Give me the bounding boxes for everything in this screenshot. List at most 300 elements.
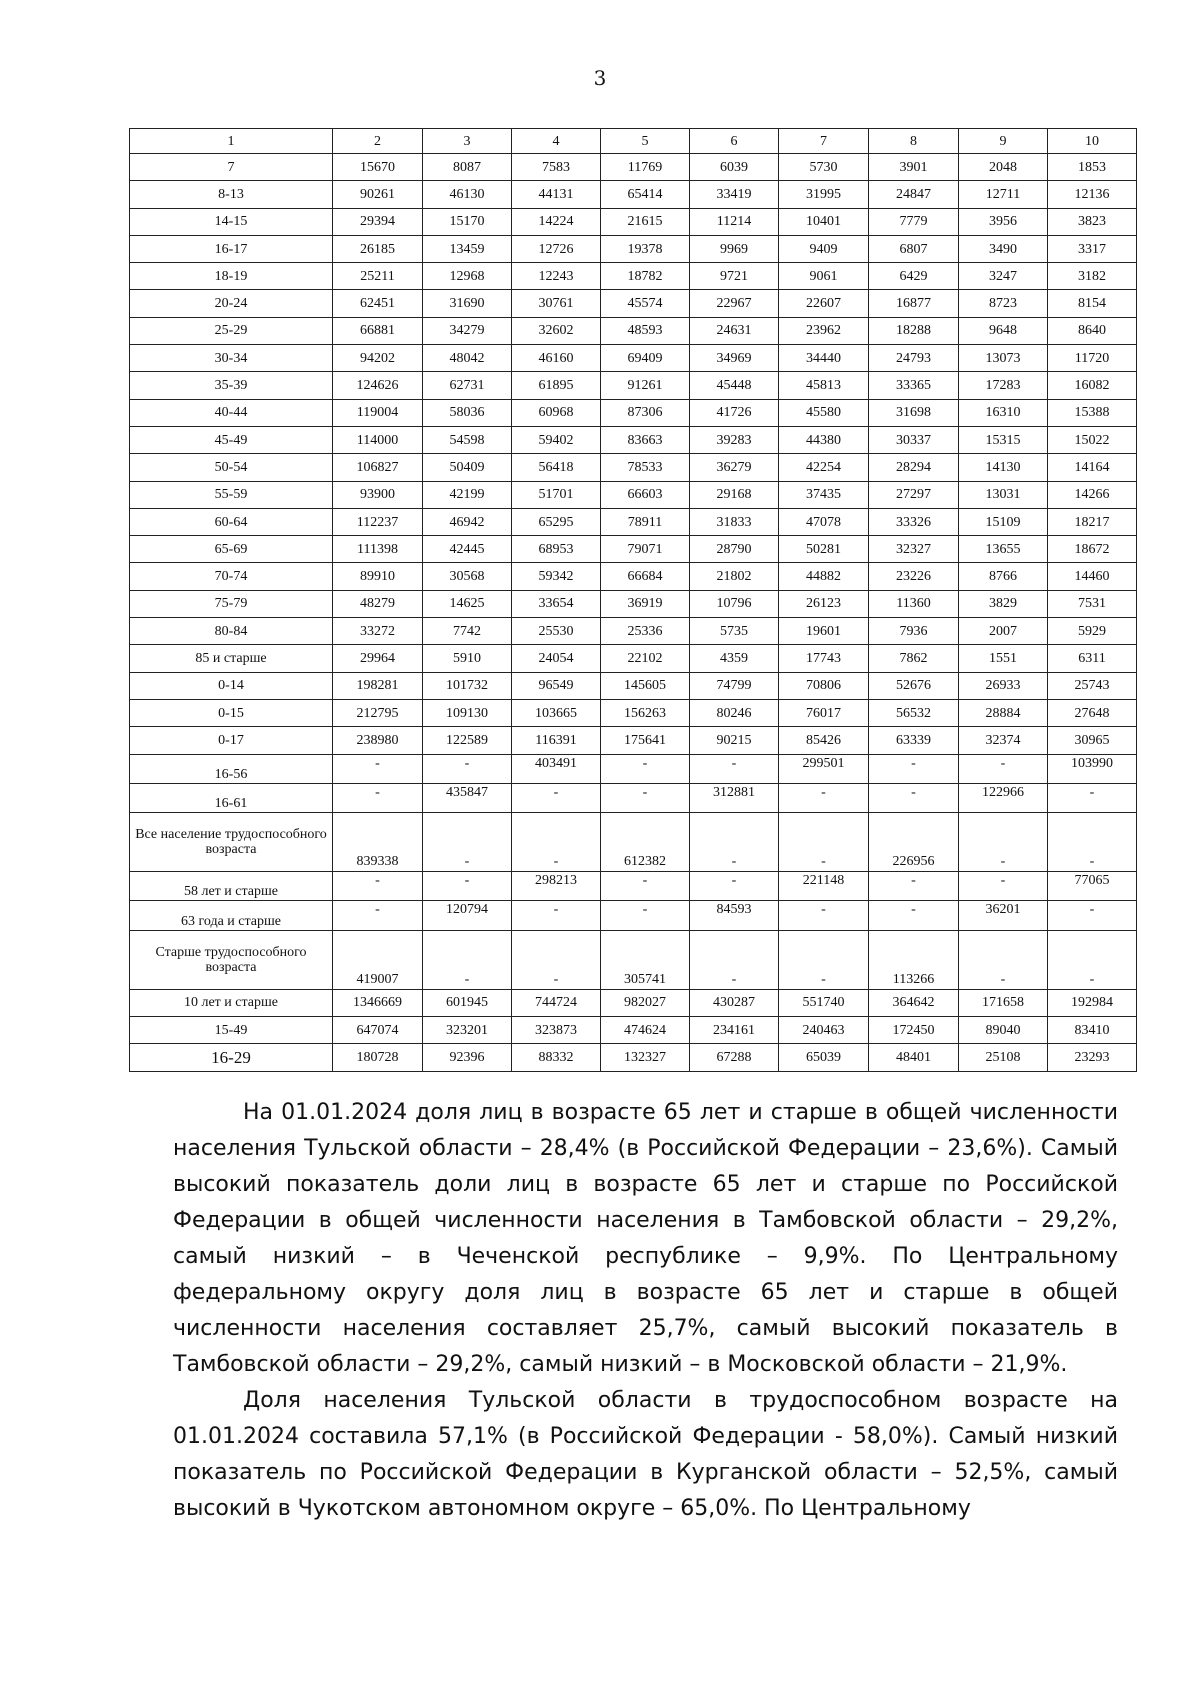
row-label: 45-49	[130, 426, 333, 453]
table-cell: 90261	[333, 181, 423, 208]
table-cell: 298213	[512, 872, 601, 901]
table-cell: -	[333, 754, 423, 783]
table-cell: 27648	[1048, 699, 1137, 726]
table-cell: 22967	[690, 290, 779, 317]
table-cell: 2048	[959, 154, 1048, 181]
table-cell: 24054	[512, 645, 601, 672]
table-cell: 83410	[1048, 1017, 1137, 1044]
table-cell: 116391	[512, 727, 601, 754]
row-label: 80-84	[130, 618, 333, 645]
table-row	[130, 263, 1137, 290]
table-cell: 13459	[423, 235, 512, 262]
table-cell: 982027	[601, 989, 690, 1016]
table-cell: 3829	[959, 590, 1048, 617]
table-cell: -	[512, 930, 601, 989]
table-cell: 3317	[1048, 235, 1137, 262]
table-cell: 744724	[512, 989, 601, 1016]
row-label: 16-29	[130, 1044, 333, 1071]
table-cell: 48593	[601, 317, 690, 344]
row-label: Старше трудоспособного возраста	[130, 930, 333, 989]
table-cell: 29964	[333, 645, 423, 672]
table-cell: -	[333, 783, 423, 812]
table-cell: 9061	[779, 263, 869, 290]
table-cell: 238980	[333, 727, 423, 754]
table-cell: 11769	[601, 154, 690, 181]
table-cell: 14164	[1048, 454, 1137, 481]
table-cell: 24847	[869, 181, 959, 208]
table-cell: 323873	[512, 1017, 601, 1044]
table-cell: 364642	[869, 989, 959, 1016]
table-row	[130, 536, 1137, 563]
table-row	[130, 699, 1137, 726]
table-row	[130, 590, 1137, 617]
table-cell: 15022	[1048, 426, 1137, 453]
table-cell: 23962	[779, 317, 869, 344]
table-cell: 114000	[333, 426, 423, 453]
table-row	[130, 930, 1137, 989]
table-cell: 113266	[869, 930, 959, 989]
table-cell: 16877	[869, 290, 959, 317]
table-cell: 34969	[690, 345, 779, 372]
table-cell: 7862	[869, 645, 959, 672]
table-cell: 37435	[779, 481, 869, 508]
table-cell: 45580	[779, 399, 869, 426]
table-cell: 44380	[779, 426, 869, 453]
table-cell: 551740	[779, 989, 869, 1016]
table-cell: 31690	[423, 290, 512, 317]
table-cell: 11214	[690, 208, 779, 235]
table-cell: 2007	[959, 618, 1048, 645]
table-cell: 16082	[1048, 372, 1137, 399]
table-cell: 77065	[1048, 872, 1137, 901]
table-cell: 312881	[690, 783, 779, 812]
table-cell: 7779	[869, 208, 959, 235]
table-cell: 90215	[690, 727, 779, 754]
table-cell: 8087	[423, 154, 512, 181]
table-cell: 26123	[779, 590, 869, 617]
table-cell: 36279	[690, 454, 779, 481]
row-label: 63 года и старше	[130, 901, 333, 930]
table-cell: 87306	[601, 399, 690, 426]
table-cell: 14130	[959, 454, 1048, 481]
population-table	[129, 128, 1137, 1072]
row-label: 16-17	[130, 235, 333, 262]
table-cell: 88332	[512, 1044, 601, 1071]
table-cell: -	[959, 754, 1048, 783]
table-row	[130, 181, 1137, 208]
table-row	[130, 426, 1137, 453]
table-cell: 111398	[333, 536, 423, 563]
table-cell: -	[512, 813, 601, 872]
table-cell: 13073	[959, 345, 1048, 372]
table-cell: 3247	[959, 263, 1048, 290]
table-cell: 9969	[690, 235, 779, 262]
table-cell: 48279	[333, 590, 423, 617]
table-cell: 96549	[512, 672, 601, 699]
table-cell: 31698	[869, 399, 959, 426]
row-label: 20-24	[130, 290, 333, 317]
table-cell: 89040	[959, 1017, 1048, 1044]
table-cell: 17743	[779, 645, 869, 672]
table-row	[130, 454, 1137, 481]
table-cell: 41726	[690, 399, 779, 426]
table-cell: 93900	[333, 481, 423, 508]
table-row	[130, 508, 1137, 535]
table-cell: 48042	[423, 345, 512, 372]
table-cell: 647074	[333, 1017, 423, 1044]
paragraph: Доля населения Тульской области в трудоспособном возрасте на 01.01.2024 составила 57,1% (в Российской Федерации - 58,0%). Самый низкий показатель по Российской Федерации в Курганской области – 52,5%, самый высокий в Чукотском автономном округе – 65,0%. По Центральному	[173, 1388, 1118, 1521]
table-cell: 94202	[333, 345, 423, 372]
table-cell: 601945	[423, 989, 512, 1016]
table-cell: 66603	[601, 481, 690, 508]
table-cell: 47078	[779, 508, 869, 535]
table-cell: 7531	[1048, 590, 1137, 617]
table-cell: 18217	[1048, 508, 1137, 535]
table-cell: 3182	[1048, 263, 1137, 290]
table-cell: 30337	[869, 426, 959, 453]
table-cell: 42199	[423, 481, 512, 508]
row-label: 85 и старше	[130, 645, 333, 672]
row-label: 30-34	[130, 345, 333, 372]
table-cell: 112237	[333, 508, 423, 535]
table-cell: 9409	[779, 235, 869, 262]
table-cell: -	[869, 872, 959, 901]
row-label: 75-79	[130, 590, 333, 617]
table-cell: 4	[512, 129, 601, 154]
table-cell: 52676	[869, 672, 959, 699]
table-cell: 45813	[779, 372, 869, 399]
table-row	[130, 481, 1137, 508]
table-cell: 32374	[959, 727, 1048, 754]
table-cell: 103665	[512, 699, 601, 726]
table-cell: -	[869, 783, 959, 812]
row-label: 60-64	[130, 508, 333, 535]
table-cell: -	[690, 754, 779, 783]
table-cell: 65039	[779, 1044, 869, 1071]
table-cell: 122966	[959, 783, 1048, 812]
table-cell: 29394	[333, 208, 423, 235]
table-cell: 33326	[869, 508, 959, 535]
row-label: 40-44	[130, 399, 333, 426]
table-cell: 15170	[423, 208, 512, 235]
table-cell: 69409	[601, 345, 690, 372]
table-cell: 62451	[333, 290, 423, 317]
table-row	[130, 154, 1137, 181]
table-cell: 58036	[423, 399, 512, 426]
table-cell: 83663	[601, 426, 690, 453]
table-cell: -	[601, 872, 690, 901]
table-cell: 29168	[690, 481, 779, 508]
table-cell: 435847	[423, 783, 512, 812]
table-cell: 28884	[959, 699, 1048, 726]
table-cell: 8154	[1048, 290, 1137, 317]
table-cell: 48401	[869, 1044, 959, 1071]
table-cell: 8766	[959, 563, 1048, 590]
table-cell: 12136	[1048, 181, 1137, 208]
table-cell: 16310	[959, 399, 1048, 426]
table-cell: 28790	[690, 536, 779, 563]
table-cell: 11360	[869, 590, 959, 617]
row-label: 7	[130, 154, 333, 181]
table-cell: 68953	[512, 536, 601, 563]
table-cell: 9721	[690, 263, 779, 290]
table-cell: -	[333, 872, 423, 901]
table-cell: 6311	[1048, 645, 1137, 672]
table-cell: 3	[423, 129, 512, 154]
table-cell: 67288	[690, 1044, 779, 1071]
table-cell: 8	[869, 129, 959, 154]
table-cell: 14266	[1048, 481, 1137, 508]
table-cell: 106827	[333, 454, 423, 481]
table-cell: 36201	[959, 901, 1048, 930]
table-cell: 25108	[959, 1044, 1048, 1071]
table-cell: 1551	[959, 645, 1048, 672]
row-label: 1	[130, 129, 333, 154]
table-cell: -	[959, 930, 1048, 989]
table-cell: 19601	[779, 618, 869, 645]
table-cell: 14224	[512, 208, 601, 235]
table-cell: 430287	[690, 989, 779, 1016]
table-cell: 12243	[512, 263, 601, 290]
table-row	[130, 754, 1137, 783]
table-cell: 26933	[959, 672, 1048, 699]
table-row	[130, 563, 1137, 590]
table-cell: 33419	[690, 181, 779, 208]
table-cell: 23226	[869, 563, 959, 590]
table-cell: -	[1048, 813, 1137, 872]
table-cell: 39283	[690, 426, 779, 453]
table-row	[130, 645, 1137, 672]
row-label: 0-17	[130, 727, 333, 754]
table-cell: 198281	[333, 672, 423, 699]
table-cell: 26185	[333, 235, 423, 262]
table-cell: 13031	[959, 481, 1048, 508]
row-label: 16-56	[130, 754, 333, 783]
table-cell: 18288	[869, 317, 959, 344]
table-cell: -	[1048, 901, 1137, 930]
body-text	[173, 1095, 1118, 1527]
table-cell: 474624	[601, 1017, 690, 1044]
table-cell: 8640	[1048, 317, 1137, 344]
table-cell: 76017	[779, 699, 869, 726]
table-cell: 42445	[423, 536, 512, 563]
table-cell: 14625	[423, 590, 512, 617]
table-cell: 1853	[1048, 154, 1137, 181]
table-cell: 122589	[423, 727, 512, 754]
table-cell: 109130	[423, 699, 512, 726]
table-cell: 80246	[690, 699, 779, 726]
table-cell: -	[779, 930, 869, 989]
table-cell: 120794	[423, 901, 512, 930]
table-cell: 192984	[1048, 989, 1137, 1016]
table-row	[130, 813, 1137, 872]
table-cell: 33365	[869, 372, 959, 399]
table-cell: 3901	[869, 154, 959, 181]
row-label: 50-54	[130, 454, 333, 481]
table-cell: 12711	[959, 181, 1048, 208]
table-cell: 12726	[512, 235, 601, 262]
table-cell: 78533	[601, 454, 690, 481]
table-row	[130, 872, 1137, 901]
table-cell: 31833	[690, 508, 779, 535]
table-cell: 44882	[779, 563, 869, 590]
table-cell: 31995	[779, 181, 869, 208]
table-cell: 13655	[959, 536, 1048, 563]
table-cell: -	[423, 754, 512, 783]
table-cell: 145605	[601, 672, 690, 699]
table-cell: 172450	[869, 1017, 959, 1044]
table-cell: 240463	[779, 1017, 869, 1044]
table-cell: -	[423, 813, 512, 872]
table-row	[130, 1044, 1137, 1071]
table-cell: 92396	[423, 1044, 512, 1071]
row-label: 35-39	[130, 372, 333, 399]
table-cell: 3490	[959, 235, 1048, 262]
table-cell: 63339	[869, 727, 959, 754]
table-cell: 56532	[869, 699, 959, 726]
table-cell: 15670	[333, 154, 423, 181]
table-cell: 79071	[601, 536, 690, 563]
table-cell: 54598	[423, 426, 512, 453]
table-cell: 44131	[512, 181, 601, 208]
table-cell: -	[423, 872, 512, 901]
table-row	[130, 783, 1137, 812]
table-cell: 119004	[333, 399, 423, 426]
table-cell: 74799	[690, 672, 779, 699]
row-label: 0-14	[130, 672, 333, 699]
table-cell: 66881	[333, 317, 423, 344]
table-cell: 24793	[869, 345, 959, 372]
table-cell: 61895	[512, 372, 601, 399]
table-cell: 30965	[1048, 727, 1137, 754]
table-cell: 305741	[601, 930, 690, 989]
row-label: 15-49	[130, 1017, 333, 1044]
table-cell: 7583	[512, 154, 601, 181]
row-label: Все население трудоспособного возраста	[130, 813, 333, 872]
table-cell: -	[601, 783, 690, 812]
table-cell: 6039	[690, 154, 779, 181]
table-cell: -	[601, 901, 690, 930]
row-label: 16-61	[130, 783, 333, 812]
table-cell: 15388	[1048, 399, 1137, 426]
table-row	[130, 235, 1137, 262]
table-row	[130, 290, 1137, 317]
table-cell: 91261	[601, 372, 690, 399]
table-cell: 4359	[690, 645, 779, 672]
table-row	[130, 345, 1137, 372]
table-cell: 30761	[512, 290, 601, 317]
table-row	[130, 672, 1137, 699]
table-cell: 27297	[869, 481, 959, 508]
table-cell: 132327	[601, 1044, 690, 1071]
table-cell: 10401	[779, 208, 869, 235]
table-cell: 2	[333, 129, 423, 154]
table-cell: 66684	[601, 563, 690, 590]
table-cell: 221148	[779, 872, 869, 901]
table-cell: 78911	[601, 508, 690, 535]
table-cell: -	[690, 872, 779, 901]
table-cell: 85426	[779, 727, 869, 754]
table-row	[130, 727, 1137, 754]
table-cell: 323201	[423, 1017, 512, 1044]
table-cell: -	[512, 783, 601, 812]
table-cell: -	[512, 901, 601, 930]
table-cell: 7936	[869, 618, 959, 645]
table-cell: -	[779, 813, 869, 872]
table-cell: 5929	[1048, 618, 1137, 645]
table-header-row	[130, 129, 1137, 154]
table-cell: 156263	[601, 699, 690, 726]
row-label: 58 лет и старше	[130, 872, 333, 901]
table-cell: 5730	[779, 154, 869, 181]
table-cell: 46130	[423, 181, 512, 208]
table-cell: 24631	[690, 317, 779, 344]
table-cell: 59342	[512, 563, 601, 590]
table-cell: 419007	[333, 930, 423, 989]
row-label: 10 лет и старше	[130, 989, 333, 1016]
table-cell: 14460	[1048, 563, 1137, 590]
table-cell: 10	[1048, 129, 1137, 154]
table-cell: 6429	[869, 263, 959, 290]
table-cell: -	[959, 872, 1048, 901]
table-cell: 17283	[959, 372, 1048, 399]
table-cell: 7742	[423, 618, 512, 645]
table-cell: 6807	[869, 235, 959, 262]
table-cell: 89910	[333, 563, 423, 590]
table-cell: 226956	[869, 813, 959, 872]
table-cell: 175641	[601, 727, 690, 754]
table-cell: 25336	[601, 618, 690, 645]
table-cell: 84593	[690, 901, 779, 930]
table-row	[130, 372, 1137, 399]
table-cell: -	[333, 901, 423, 930]
table-cell: 5735	[690, 618, 779, 645]
table-cell: 33654	[512, 590, 601, 617]
table-row	[130, 399, 1137, 426]
table-cell: 21615	[601, 208, 690, 235]
table-cell: 5	[601, 129, 690, 154]
table-cell: 299501	[779, 754, 869, 783]
table-row	[130, 1017, 1137, 1044]
table-cell: 42254	[779, 454, 869, 481]
table-cell: -	[959, 813, 1048, 872]
table-cell: 46942	[423, 508, 512, 535]
table-cell: 15109	[959, 508, 1048, 535]
table-cell: -	[869, 901, 959, 930]
table-cell: 10796	[690, 590, 779, 617]
table-cell: 45574	[601, 290, 690, 317]
table-cell: 22607	[779, 290, 869, 317]
table-cell: 45448	[690, 372, 779, 399]
table-cell: 15315	[959, 426, 1048, 453]
table-cell: 3956	[959, 208, 1048, 235]
table-cell: 5910	[423, 645, 512, 672]
table-row	[130, 317, 1137, 344]
table-row	[130, 989, 1137, 1016]
table-cell: 103990	[1048, 754, 1137, 783]
row-label: 65-69	[130, 536, 333, 563]
table-cell: 70806	[779, 672, 869, 699]
table-cell: 25211	[333, 263, 423, 290]
table-cell: 56418	[512, 454, 601, 481]
table-cell: 65414	[601, 181, 690, 208]
table-cell: 1346669	[333, 989, 423, 1016]
table-cell: -	[1048, 930, 1137, 989]
table-cell: 12968	[423, 263, 512, 290]
table-cell: 23293	[1048, 1044, 1137, 1071]
table-cell: 403491	[512, 754, 601, 783]
table-cell: 65295	[512, 508, 601, 535]
